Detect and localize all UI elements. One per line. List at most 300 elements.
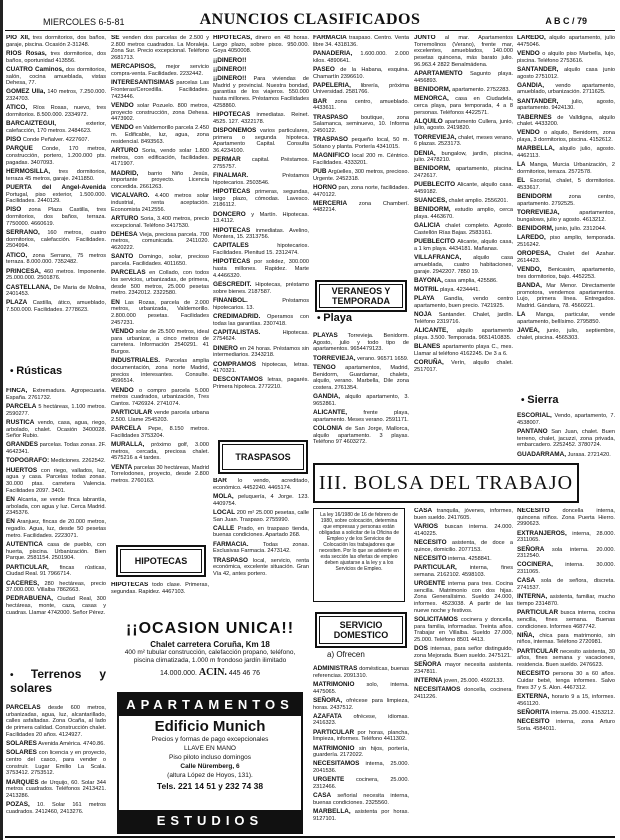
ad-body: horario 9 a 15, informes. 4561120. (517, 693, 615, 707)
ad-body: San Juan, chalet. Buen terreno, chalet, jacuzzi, zona privada, embarcadero. 2252452. 3780724. (517, 428, 615, 449)
ad-list (6, 705, 106, 816)
column-2 (111, 35, 209, 540)
ad-lead: HIPOTECAS (111, 582, 149, 588)
classified-ad (213, 128, 309, 155)
section-heading-terrenos: • Terrenos y solares (10, 668, 106, 695)
classified-ad (6, 269, 106, 282)
ad-lead: BAYONA, (414, 276, 443, 284)
ad-band-bottom: ESTUDIOS (119, 810, 301, 832)
ad-lead: COLONIA (313, 424, 343, 432)
ad-lead: BENIDORM, (414, 165, 451, 173)
ad-body: Parcelas amplia documentación, zona norte Madrid, precios interesantes. Consulte. 4596514. (111, 358, 209, 385)
ad-lead: MATRIMONIO (313, 680, 355, 688)
ad-body: 4.400 metros solar industrial, renta aceptación. Economista 2412556. (111, 193, 209, 213)
subheading-ofrecen: a) Ofrecen (327, 650, 365, 659)
ad-lead: SEÑORA (517, 545, 545, 553)
classified-ad (517, 146, 615, 159)
ad-lead: PRINCESA, (6, 267, 41, 275)
classified-ad (111, 426, 209, 439)
classified-ad (414, 182, 513, 195)
ad-body: estudio amplio, cerca playa. 4463670. (414, 207, 513, 221)
ad-lead: PARTICULAR (517, 647, 559, 655)
ad-lead: BENIDORM, (414, 206, 451, 214)
ad-body: asistenta, familiar, mucho tiempo 2314870. (517, 594, 615, 607)
ad-body: pan, zona norte, facilidades. 4470122. (313, 184, 409, 198)
ad-address-2: (altura López de Hoyos, 131). (167, 772, 253, 779)
classified-ad (414, 135, 513, 148)
ad-body: dos dormitorios, salón, cocina amueblada, vistas Dehesa, 77. (6, 66, 106, 87)
classified-ad (414, 296, 513, 309)
ad-body: apartamento, piscina. 2472617. (414, 166, 513, 180)
classified-ad (6, 300, 106, 313)
ad-lead: SERRANO, (6, 229, 40, 237)
ad-lead: MURALLA, (111, 440, 145, 448)
classified-ad (517, 130, 615, 143)
ad-body: solo, interna. 4475065. (313, 681, 409, 695)
ad-lead: FINANBOL. (213, 296, 248, 304)
ad-lead: CAPITALES (213, 242, 249, 250)
ad-body: Operamos con todas las garantías. 2307418. (213, 313, 309, 327)
ad-list (213, 478, 309, 578)
ad-body: con licencia y en proyecto, centro del casco, para vender o construir. Lugar Emilio La Scala. 3753412. 2753512. (6, 750, 106, 777)
ad-body: Chalet del Azahar. 2614423. (517, 250, 615, 264)
ad-body: varios particulares, primera o segunda hipoteca. Apartamento Capital. Consulta 36.4234100. (213, 127, 309, 155)
ad-lead: TORREVIEJA, (517, 208, 560, 216)
classified-ad (414, 71, 513, 84)
ad-body: alquilo julio, agosto. 4462113. (517, 146, 615, 160)
ad-lead: BARCAIZTEGUI, (6, 120, 57, 128)
ad-body: vendo apartamento, amueblado, urbanización. 2711625. (517, 82, 615, 96)
ad-lead: LA (517, 161, 526, 169)
classified-ad (517, 594, 615, 607)
ad-body: Manga, particular, vende apartamento, bellísimo. 2795850. (517, 312, 615, 325)
classified-ad (414, 87, 513, 94)
column-5 (414, 35, 513, 457)
column-3-lower (213, 478, 309, 613)
ad-lead: ¡¡DINERO!! (213, 75, 247, 83)
ad-lead: VICALVARO. (111, 192, 150, 200)
classified-ad (517, 719, 615, 732)
ad-body: exterior, calefacción, 170 metros. 2484623. (6, 121, 106, 134)
ad-body: en Valdemorillo parcela 2.450 m. Edificable, luz, agua, zona residencial. 8493563. (111, 125, 209, 145)
ad-body: próximo golf, 3.000 metros, cercada, preciosa chalet. 4575216 a 4 tardes. (111, 441, 209, 462)
ad-body: Vieja, preciosa parcela. 700 metros, comunicada. 2411020. 4620222. (111, 231, 209, 252)
ad-body: traspaso. Centro. Venta libre 34. 4318136. (313, 35, 409, 48)
ad-body: hipotecarios. Facilidades. Plenitud 15. 2312474. (213, 243, 309, 257)
ad-lead: FINALMAR. (213, 172, 249, 180)
ad-body: sola interna. 20.000. 2312540. (517, 546, 615, 560)
ad-body: De Maria de Molina, 2401453. (6, 284, 106, 298)
ad-list (111, 582, 209, 595)
ad-lead: GANDIA, (313, 393, 340, 401)
ad-body: interna. 25.000. 4153212. (551, 709, 615, 716)
ad-body: por solidez, 300.000 hasta millones. Rapidez. Marte 4.4466320. (213, 259, 309, 279)
classified-ad (313, 35, 409, 48)
ad-lead: PUERTA del Angel-Avenida (6, 183, 106, 191)
ad-body: al mar. Apartamentos Torremolinos (Verano), frente mar, excelentes, amueblados, 140.000 pesetas quincena, más barato julio. 96.963.4 2822 Benalmádena. (414, 35, 513, 68)
ad-body: alquilo casa junio agosto 2751012. (517, 66, 615, 80)
classified-ad (517, 328, 615, 341)
ad-lead: CORUÑA, (414, 358, 444, 366)
ad-lead: FARMACIA (313, 35, 347, 41)
ad-body: casa amplia, 425586. (444, 277, 498, 284)
ad-body: ofrécese para limpieza, horas. 2437512. (313, 697, 409, 711)
ad-body: Verín, alquilo chalet. 2517017. (414, 359, 513, 373)
ad-list (517, 508, 615, 732)
ad-body: de San Jorge, Mallorca, alquilo apartamento. 3 playas. Teléfono 97 4603272. (313, 425, 409, 446)
classified-ad (517, 226, 615, 233)
ad-lead: MOTRIL (414, 286, 439, 293)
classified-ad (313, 67, 409, 80)
ad-body: boutique, zona Salamanca, seminuevo, 10. Informa 2450122. (313, 114, 409, 134)
ad-lead: JAVEA, (517, 327, 540, 335)
ad-body: Soria, vendo solar 1.800 metros, con edificación, facilidades. 4171907. (111, 148, 209, 168)
ad-body: en Collado, con todos los servicios, urbanizadas, de primera, desde 500 metros, 25.000 pesetas metro. 2342012. 2322580. (111, 270, 209, 297)
classified-ad (414, 524, 513, 537)
ad-lead: LAREDO, (517, 35, 546, 41)
ad-list (517, 35, 615, 390)
classified-ad (313, 394, 409, 407)
ad-list (313, 666, 409, 823)
classified-ad (111, 465, 209, 485)
ad-body: Ríos Rosas, nuevo, tres dormitorios. 8.500.000. 2334972. (6, 105, 106, 119)
classified-ad (6, 468, 106, 495)
ad-body: interna. 30.000. 2311065. (517, 562, 615, 576)
classified-ad (313, 137, 409, 150)
ad-lead: DENIA, (414, 149, 436, 157)
ad-lead: INTERNA, (517, 593, 548, 601)
classified-ad (213, 35, 309, 55)
ad-body: parcelas. Todas zonas. 2F. 4642341. (6, 442, 106, 456)
classified-ad (313, 730, 409, 743)
classified-ad (213, 478, 309, 491)
classified-ad (517, 649, 615, 669)
classified-ad (213, 189, 309, 209)
classified-ad (6, 146, 106, 166)
ad-body: Gandía, vendo centro apartamento, buen precio. 7421925. (414, 296, 513, 309)
ad-body: barrio Niño Jesús, importante proyecto. Licencia concedida. 2661263. (111, 170, 209, 191)
classified-ad (111, 125, 209, 145)
ad-lead: PANADERIA, (313, 49, 353, 57)
classified-ad (6, 185, 106, 205)
ad-lead: MARBELLA, (313, 808, 351, 816)
ad-lead: MENORCA, (414, 95, 449, 103)
ad-lead: VENDO (111, 101, 134, 109)
ad-lead: NECESITAMOS (313, 760, 360, 768)
ad-body: librería, próxima Universidad. 2581766. (313, 82, 409, 96)
ad-list (213, 35, 309, 391)
ad-line-2: LLAVE EN MANO (184, 745, 236, 752)
ad-lead: HERMOSILLA, (6, 167, 51, 175)
ad-body: alquilo casa amueblada, cuatro habitaciones, garaje. 2942207. 7850 19. (414, 255, 513, 275)
classified-ad (517, 531, 615, 544)
section-box-veraneos: VERANEOS Y TEMPORADA (315, 280, 407, 312)
ad-lead: MAGNIFICO (313, 152, 350, 160)
classified-ad (517, 115, 615, 128)
classified-ad (111, 232, 209, 252)
classified-ad (517, 267, 615, 280)
ad-body: Avenida América. 4740.86. (38, 741, 105, 748)
classified-ad (414, 96, 513, 116)
classified-ad (111, 300, 209, 327)
ad-lead: PASEO (313, 65, 335, 73)
ad-lead: GANDIA, (517, 81, 544, 89)
classified-ad (213, 173, 309, 186)
ad-lead: BENIDORM (517, 193, 552, 201)
ad-body: Ciudad Real, 300 hectáreas, monte, caza, casas y cuadras. Llamar 4742000. Señor Pérez. (6, 596, 106, 616)
ad-lead: TORREVIEJA, (414, 133, 457, 141)
classified-ad (313, 185, 409, 198)
classified-ad (111, 410, 209, 423)
classified-ad (111, 582, 209, 595)
ad-lead: TORREVIEJA, (313, 354, 356, 362)
classified-ad (313, 809, 409, 822)
ad-body: Benicasim, apartamento, tres dormitorios, bajo. 4452253. (517, 266, 615, 280)
ad-body: peluquería, 4 Jorge. 123. 4409754. (213, 493, 309, 507)
ad-lead: PUEBLECITO (414, 181, 456, 189)
ad-body: Mediciones. 2262542. (50, 458, 106, 465)
ad-body: apartamento Cullera, junio, julio, agosto. 2419820. (414, 118, 513, 132)
ad-body: asistenta, de doce a quince, domicilio. 2077153. (414, 539, 513, 553)
page-edge-rule (0, 0, 3, 840)
classified-ad (313, 793, 409, 806)
classified-ad (6, 750, 106, 777)
ad-lead: VARIOS (414, 522, 439, 530)
ad-body: piso amplio, temporada. 2516242. (517, 235, 615, 248)
column-4 (313, 35, 409, 275)
classified-ad (111, 64, 209, 77)
column-1 (6, 35, 106, 835)
classified-ad (213, 377, 309, 390)
ad-lead: MERCERIA (313, 199, 348, 207)
page-title: ANUNCIOS CLASIFICADOS (199, 11, 421, 28)
classified-ad (111, 103, 209, 123)
ad-lead: GUADARRAMA, (517, 450, 566, 457)
ad-body: todo clase. Primeras, segundas. Rapidez. 4467103. (111, 582, 209, 595)
classified-ad (313, 83, 409, 96)
ad-lead: SEÑORA, (313, 696, 343, 704)
classified-ad (111, 148, 209, 168)
ad-lead: GRANDES (6, 441, 38, 449)
ad-body: interna. 4258841. (448, 555, 492, 562)
classified-ad (517, 83, 615, 96)
classified-ad (414, 239, 513, 252)
classified-ad (213, 542, 309, 555)
ad-body: primeras, segundas, largo plazo, cómodas. Lavesco. 2186112. (213, 189, 309, 209)
ad-list (111, 35, 209, 485)
section-heading-sierra: • Sierra (521, 394, 615, 407)
ad-lead: URGENTE (313, 776, 345, 784)
classified-ad (313, 698, 409, 711)
ad-lead: MERCAPISOS, (111, 63, 156, 71)
legal-notice-box: La ley 16/1980 de 16 de febrero de 1980, sobre colocación, determina que empresas y personas están obligadas a solicitar de la Oficina de Empleo y de los Servicios de Colocación los trabajadores que necesiten. Por lo que se advierte en esta sección las ofertas de empleo deben ajustarse a la ley y a los Servicios de Empleo. (313, 508, 405, 602)
ad-body: Las Rozas, parcela de 2.000 metros, urbanizada, Valdemorillo. 2.800.000 pesetas. Facilidades 2457231. (111, 299, 209, 326)
ad-lead: HUERTOS (6, 466, 38, 474)
ad-body: de Urquijo, 60. Solar 344 metros cuadrados. Teléfonos 2413421. 2413286. (6, 779, 106, 799)
ad-lead: OROPESA, (517, 249, 551, 257)
ad-lead: PISO (6, 206, 22, 214)
ad-lead: AUTENTICA (6, 541, 43, 549)
classified-ad (517, 547, 615, 560)
ad-lead: PLAZA (6, 299, 28, 307)
ad-body: junio, julio, septiembre, chalet, piscina. 4565303. (517, 328, 615, 341)
section-box-traspasos: TRASPASOS (218, 440, 308, 474)
ad-list (414, 508, 513, 701)
classified-ad (213, 76, 309, 110)
classified-ad (313, 115, 409, 135)
ad-lead: LAREDO, (517, 234, 546, 242)
ad-body: joven, 25.000. 4592133. (443, 677, 504, 684)
ad-lead: PARCELAS (111, 269, 146, 277)
classified-ad (6, 35, 106, 48)
classified-ad (6, 51, 106, 64)
ad-body: Préstamos hipotecarios. 13. (213, 297, 309, 311)
ad-lead: ATICO, (6, 251, 28, 259)
ad-body: Préstamos hipotecarios. 2503546. (213, 173, 309, 186)
ad-lead: NECESITO (517, 670, 550, 678)
ad-lead: DONCERO (213, 210, 246, 218)
ad-body: mayor necesita asistenta. 2347811. (414, 662, 513, 675)
ad-body: Jurasa. 2721420. (567, 451, 611, 457)
ad-lead: AZAFATA (313, 712, 342, 720)
ad-body: zona centro, amueblado. 4433611. (313, 98, 409, 112)
ad-body: Hipotecas, préstamo sobre bienes. 2187587. (213, 282, 309, 295)
display-ad-apartamentos (117, 692, 303, 834)
classified-ad (6, 253, 106, 266)
column-3 (213, 35, 309, 435)
ad-body: buscan interna. 24.000. 4140225. (414, 523, 513, 537)
section-heading-playa: • Playa (317, 312, 409, 325)
ad-lead: SEÑORA (414, 661, 442, 669)
classified-ad (414, 312, 513, 325)
ad-body: casa en Ciudadela, cerca playa, para temporada, 4 a 8 personas. Teléfonos 4422571. (414, 96, 513, 116)
classified-ad (517, 671, 615, 691)
classified-ad (414, 687, 513, 700)
ad-lead: BAR (313, 97, 327, 105)
ad-subtitle: Chalet carretera Coruña, Km 18 (150, 640, 270, 649)
ad-list (414, 35, 513, 373)
ad-lead: COMPRAMOS (213, 360, 256, 368)
classified-ad (414, 540, 513, 553)
classified-ad (517, 610, 615, 630)
ad-body: Castilla, ático, amueblado, 7.500.000. Facilidades. 2778623. (6, 300, 106, 314)
classified-ad (213, 510, 309, 523)
classified-ad (213, 112, 309, 125)
ad-body: tres dormitorios, dos baños, garaje, piscina. Ocasión 2-31248. (6, 35, 106, 48)
classified-ad (213, 282, 309, 295)
ad-body: Mar Menor. Directamente promotora, vendemos apartamentos. Lujo, primera línea. Entregados. Madrid. Gándara, 78. 4560221. (517, 282, 615, 309)
ad-lead: CAPITALISTAS. (213, 328, 261, 336)
ad-lead: BENIDORM, (517, 224, 554, 232)
ad-lead: POZAS, (6, 801, 30, 809)
ad-lead: DINERO (213, 344, 238, 352)
ad-body: zona Plaza Castilla, tres dormitorios, dos baños, terraza. 7750000. 4660619. (6, 207, 106, 227)
classified-ad (213, 298, 309, 311)
ad-body: ofrécese, idiomas. 2416323. (313, 713, 409, 727)
ad-lead: BENIDORM, (414, 85, 451, 93)
classified-ad (6, 780, 106, 800)
section-box-hipotecas: HIPOTECAS (116, 545, 206, 577)
page-number: A B C / 79 (545, 16, 587, 26)
ad-body: Pepe, 8.150 metros. Facilidades 3753204. (111, 426, 209, 439)
classified-ad (6, 442, 106, 455)
classified-ad (213, 243, 309, 256)
ad-body: chalet, meses verano, 6 plazas. 2523173. (414, 134, 513, 148)
ad-body: Argüelles, 300 metros, precioso. Urgente. 2452318. (313, 168, 409, 182)
ad-lead: NECESITO (517, 717, 550, 725)
ad-list (6, 388, 106, 660)
classified-ad (6, 802, 106, 815)
ad-body: 460 metros. Imponente. 25.000.000. 2501876. (6, 268, 106, 282)
ad-body: inmediatas. Reinet. 4525. 127. 4322178. (213, 112, 309, 125)
ad-lead: ARTURO (111, 214, 139, 222)
classified-ad (313, 682, 409, 695)
ad-lead: PARQUE (6, 145, 33, 153)
ad-lead: DISPONEMOS (213, 126, 257, 134)
classified-ad (517, 35, 615, 48)
classified-ad (517, 99, 615, 112)
ad-lead: ALQUILO (414, 117, 443, 125)
classified-ad (313, 99, 409, 112)
ad-lead: APARTAMENTO (414, 70, 463, 78)
issue-date: MIERCOLES 6-5-81 (43, 17, 125, 27)
classified-ad (414, 508, 513, 521)
classified-ad (111, 171, 209, 191)
ad-lead: DESCONTAMOS (213, 376, 263, 384)
ad-body: 5 hectáreas, 1.100 metros. 2590277. (6, 403, 106, 417)
ad-building-name: Edificio Munich (154, 718, 266, 735)
ad-lead: VENDO (517, 129, 540, 137)
bottom-rule (5, 836, 615, 838)
section-banner-bolsa-del-trabajo: III. BOLSA DEL TRABAJO (313, 463, 579, 503)
ad-body: apartamentos, bungalows, julio y agosto. 4613212. (517, 209, 615, 223)
ad-lead: CACERES, (6, 579, 40, 587)
ad-body: inmediatas. Avelino, Montera, 15. 2313756. (213, 227, 309, 241)
display-ad-ocasion-unica (115, 620, 305, 690)
classified-ad (313, 426, 409, 446)
ad-body: internas, para señor distinguido, zona Mejorada. Buen sueldo. 2475121. (414, 646, 513, 659)
ad-lead: HIPOTECAS (213, 188, 251, 196)
ad-body: interna, 28.000. 2311065. (517, 530, 615, 544)
classified-ad (414, 360, 513, 373)
ad-body: o alquilo piso Marbella, lujo, piscina. Teléfono 2753616. (517, 50, 615, 64)
ad-lead: GALICIA (414, 222, 441, 230)
classified-ad (414, 207, 513, 220)
ad-body: pequeño local, 50 m. Sótano y planta. Portería 4341015. (313, 137, 409, 150)
classified-ad (6, 105, 106, 118)
ad-lead: CASA (414, 508, 433, 514)
ad-body: playa. 4234441. (440, 287, 480, 293)
classified-ad (6, 458, 106, 465)
classified-ad (6, 137, 106, 144)
classified-ad (517, 413, 615, 426)
ad-body: con riego, vallados, luz, agua y casa. Parcelas todas zonas. 30.000 ptas. carretera Valencia. Facilidades 2097. 3401. (6, 467, 106, 494)
classified-ad (213, 330, 309, 343)
column-6 (517, 35, 615, 457)
classified-ad (313, 410, 409, 423)
ad-price-line (115, 667, 305, 678)
ad-lead: TRASPASO (313, 113, 349, 121)
classified-ad (313, 746, 409, 759)
classified-ad (313, 714, 409, 727)
ad-body: local 200 m. Céntrico. Facilidades. 4333201. (313, 153, 409, 166)
ad-lead: MARQUES (6, 778, 39, 786)
ad-lead: ARTURO (111, 147, 139, 155)
ad-body: o alquilo, Benidorm, zona playa, 3 dormitorios, piscina. 4152612. (517, 130, 615, 144)
ad-lead: TRASPASO (313, 136, 349, 144)
ad-body: interna, fines semana. 2162102. 4598103. (414, 564, 513, 578)
ad-lead: GESCREDIT. (213, 281, 252, 288)
